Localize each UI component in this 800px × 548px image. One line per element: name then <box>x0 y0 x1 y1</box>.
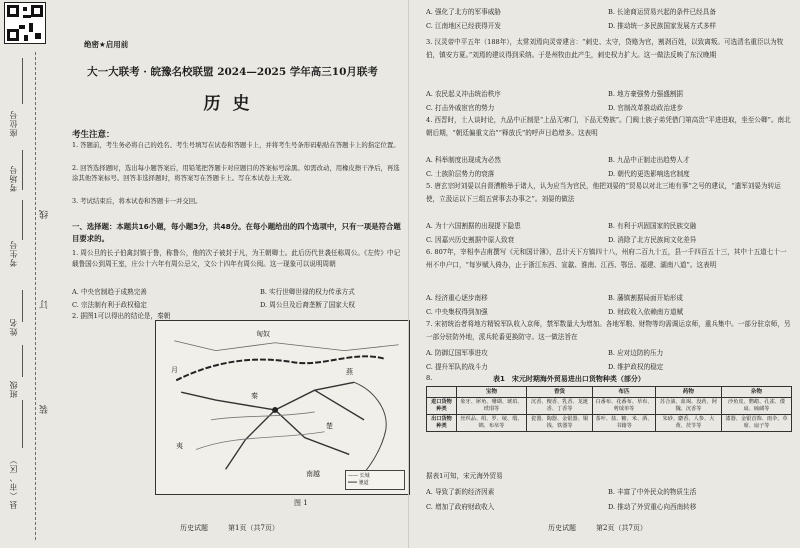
q2-option-a[interactable]: A. 强化了北方的军事威胁 <box>426 8 501 16</box>
exam-title: 大一大联考 · 皖豫名校联盟 2024—2025 学年高三10月联考 <box>87 66 378 78</box>
trade-goods-table <box>426 386 792 432</box>
notice-heading: 考生注意： <box>72 130 115 140</box>
q3-option-a[interactable]: A. 农民起义冲击统治秩序 <box>426 90 501 98</box>
table-cell: 朱砂、麝香、人参、大黄、茯苓等 <box>655 415 721 432</box>
legend-road: ═══ 驰道 <box>348 480 369 486</box>
cut-word: 装 <box>40 405 50 414</box>
border-line <box>174 341 398 351</box>
q1-option-a[interactable]: A. 中央官制趋于成熟完善 <box>72 288 147 296</box>
table-cell: 瓷器、陶器、金银器、铜钱、铁器等 <box>526 415 592 432</box>
q8-option-c[interactable]: C. 增加了政府财政收入 <box>426 503 495 511</box>
coastline <box>354 382 386 484</box>
q2-option-d[interactable]: D. 推动统一多民族国家发展方式多样 <box>608 22 717 30</box>
question-1-stem: 1. 周公旦的长子伯禽封镇于鲁，称鲁公，他的次子被封于凡，为王朝卿士。此后历代世袭任称周公。《左传》中记载鲁国公到周王室，庄公十六年有周公忌父，文公十四年有周公阅。这一现象可以说明周朝 <box>72 249 401 269</box>
question-4-stem: 4. 西晋时，士人谈时论，九品中正制是“上品无寒门，下品无势族”。门阀士族子弟凭借门第高贵“平进进取，坐至公卿”。南北朝后期，“朝廷偏重文治”“释放氏”的呼声日趋增多。这表明 <box>426 116 791 138</box>
table-title: 表1 宋元时期海外贸易进出口货物种类（部分） <box>493 375 645 383</box>
map-label: 楚 <box>326 422 333 430</box>
section-heading: 一、选择题：本题共16小题，每小题3分，共48分。在每小题给出的四个选项中，只有一项是符合题目要求的。 <box>72 222 401 243</box>
question-3-stem: 3. 汉灵帝中平五年（188年），太常刘焉向灵帝建言：“刺史、太守，贷赂为官，割剥百姓，以致离叛。可选清名重臣以为牧伯，镇安方夏。”刘焉的建议得到采纳。于是州牧由此产生，刺史权力扩大。这一做法反映了东汉晚期 <box>426 38 784 60</box>
field-exam-room: 考场号 <box>9 165 18 192</box>
q6-option-d[interactable]: D. 财政收入依赖南方道赋 <box>608 308 684 316</box>
figure-1-map <box>155 320 410 495</box>
q4-option-c[interactable]: C. 士族阶层势力的衰落 <box>426 170 495 178</box>
q3-option-b[interactable]: B. 地方豪强势力强盛割据 <box>608 90 683 98</box>
capital-xianyang <box>272 407 278 413</box>
q2-option-c[interactable]: C. 江南地区已经获得开发 <box>426 22 501 30</box>
row-label: 出口货物种类 <box>427 415 457 432</box>
q7-option-d[interactable]: D. 维护政权的稳定 <box>608 363 664 371</box>
left-page <box>60 0 405 548</box>
table-cell: 茶叶、盐、糖、米、酒、书籍等 <box>593 415 656 432</box>
table-row <box>427 415 792 432</box>
table-cell: 沉香、檀香、乳香、龙涎香、丁香等 <box>526 398 592 415</box>
table-header-cell: 宝物 <box>457 387 527 398</box>
question-2-stem: 2. 据图1可以得出的结论是，秦朝 <box>72 312 171 320</box>
cut-line <box>35 52 36 540</box>
q8-option-a[interactable]: A. 导致了新的经济因素 <box>426 488 495 496</box>
qin-map <box>156 321 409 494</box>
river-line <box>196 432 325 450</box>
field-class: 班级 <box>9 380 18 398</box>
table-cell: 白番布、花番布、草布、剪绒单等 <box>593 398 656 415</box>
table-header-cell: 药物 <box>655 387 721 398</box>
q7-option-b[interactable]: B. 应对边防的压力 <box>608 349 664 357</box>
table-row <box>427 398 792 415</box>
question-5-stem: 5. 唐玄宗时刘晏以自督漕粮举于诸人，认为应当为官民，他把刘晏的“贸易以对北三地有事”之号的建议，“遣军刘晏为转运使，立汲运以下三组五营事去办事之”。刘晏的做法 <box>426 182 781 204</box>
map-label: 秦 <box>251 392 258 400</box>
road-network <box>181 382 364 469</box>
q5-option-d[interactable]: D. 消除了北方民族间文化差异 <box>608 236 697 244</box>
figure-caption: 图 1 <box>294 499 308 507</box>
q7-option-c[interactable]: C. 提升军队的战斗力 <box>426 363 488 371</box>
table-cell: 漆器、金银首饰、雨伞、草席、扇子等 <box>722 415 792 432</box>
q4-option-b[interactable]: B. 九品中正制走出趋势人才 <box>608 156 690 164</box>
map-label: 燕 <box>346 368 353 376</box>
table-cell: 象牙、犀角、珊瑚、琥珀、玳瑁等 <box>457 398 527 415</box>
row-label: 进口货物种类 <box>427 398 457 415</box>
question-8-stem: 据表1可知，宋元海外贸易 <box>426 472 503 480</box>
table-header-cell: 布匹 <box>593 387 656 398</box>
table-header-row <box>427 387 792 398</box>
qr-code <box>4 2 46 44</box>
field-seat-number: 座位号 <box>9 110 18 137</box>
q6-option-b[interactable]: B. 藩镇割据局面开始形成 <box>608 294 683 302</box>
map-label: 月 <box>171 366 178 374</box>
question-7-stem: 7. 宋初统治者将地方精锐军队收入京师，禁军数量大为增加。各地军粮、财物等均需调运京师，重兵集中。一部分驻京师，另一部分驻防外地，派兵轮番更换防守。这一做法旨在 <box>426 320 791 342</box>
binding-margin <box>0 0 52 548</box>
question-8-number: 8. <box>426 374 433 382</box>
cut-word: 订 <box>40 300 50 309</box>
q6-option-c[interactable]: C. 中央集权得到加强 <box>426 308 488 316</box>
notice-item: 3. 考试结束后，将本试卷和答题卡一并交回。 <box>72 197 202 205</box>
river-line <box>211 412 315 420</box>
subject-title: 历史 <box>203 94 262 114</box>
q4-option-a[interactable]: A. 科举制度出现成为必然 <box>426 156 501 164</box>
table-header-cell <box>427 387 457 398</box>
field-county: 县（市、区） <box>9 455 18 509</box>
q5-option-c[interactable]: C. 因嘉兴历史割据中原人致衰 <box>426 236 515 244</box>
q3-option-c[interactable]: C. 打击外戚宦官的势力 <box>426 104 495 112</box>
right-page <box>418 0 798 548</box>
q8-option-d[interactable]: D. 推动了外贸重心向西南转移 <box>608 503 697 511</box>
legend-great-wall: —— 长城 <box>348 473 370 479</box>
notice-item: 1. 答题前，考生务必将自己的姓名、考生号填写在试卷和答题卡上，并将考生号条形码粘贴在答题卡上的指定位置。 <box>72 141 400 149</box>
q6-option-a[interactable]: A. 经济重心逐步南移 <box>426 294 488 302</box>
q2-option-b[interactable]: B. 长途商运贸易兴起的条件已经具备 <box>608 8 716 16</box>
q1-option-b[interactable]: B. 实行世卿世禄的权力传承方式 <box>260 288 355 296</box>
footer-subject: 历史试题 <box>548 524 576 532</box>
field-candidate-number: 考生号 <box>9 240 18 267</box>
field-name: 姓名 <box>9 318 18 336</box>
q8-option-b[interactable]: B. 丰富了中外民众的物质生活 <box>608 488 697 496</box>
footer-subject: 历史试题 <box>180 524 208 532</box>
notice-item: 2. 回答选择题时，选出每小题答案后，用铅笔把答题卡对应题目的答案标号涂黑。如需改动，用橡皮擦干净后，再选涂其他答案标号。回答非选择题时，将答案写在答题卡上。写在本试卷上无效。 <box>72 164 400 183</box>
map-label: 夷 <box>176 442 183 450</box>
footer-page: 第1页（共7页） <box>228 524 279 532</box>
table-cell: 苏合油、血竭、没药、阿魏、沉香等 <box>655 398 721 415</box>
map-legend <box>345 470 405 490</box>
q5-option-a[interactable]: A. 为十六国割据的出现提下隐患 <box>426 222 521 230</box>
table-header-cell: 杂物 <box>722 387 792 398</box>
question-6-stem: 6. 807年，宰相李吉甫撰写《元和国计簿》，总计天下方镇四十八，州府二百九十五，县一千四百五十三，其中十五道七十一州不申户口，“每岁赋入倚办，止于浙江东西、宣歙、淮南、江西、鄂岳、福建、湖南八道”。这表明 <box>426 248 787 270</box>
q1-option-d[interactable]: D. 周公旦及后裔垄断了国家大权 <box>260 301 355 309</box>
q5-option-b[interactable]: B. 有利于巩固国家的民族交融 <box>608 222 697 230</box>
map-label: 匈奴 <box>256 330 270 338</box>
table-cell: 沙鱼皮、鹦鹉、孔雀、倭扇、硫磺等 <box>722 398 792 415</box>
confidential-mark: 绝密★启用前 <box>84 40 129 49</box>
table-header-cell: 香货 <box>526 387 592 398</box>
q3-option-d[interactable]: D. 官制改革推动政治进步 <box>608 104 684 112</box>
footer-page: 第2页（共7页） <box>596 524 647 532</box>
map-label: 南越 <box>306 470 320 478</box>
q4-option-d[interactable]: D. 朝代的更迭影响选官制度 <box>608 170 690 178</box>
cut-word: 线 <box>40 210 50 219</box>
table-cell: 丝织品、绢、罗、绫、缎、锦、布帛等 <box>457 415 527 432</box>
q1-option-c[interactable]: C. 宗法制有利于政权稳定 <box>72 301 147 309</box>
q7-option-a[interactable]: A. 防御辽国军事进攻 <box>426 349 488 357</box>
